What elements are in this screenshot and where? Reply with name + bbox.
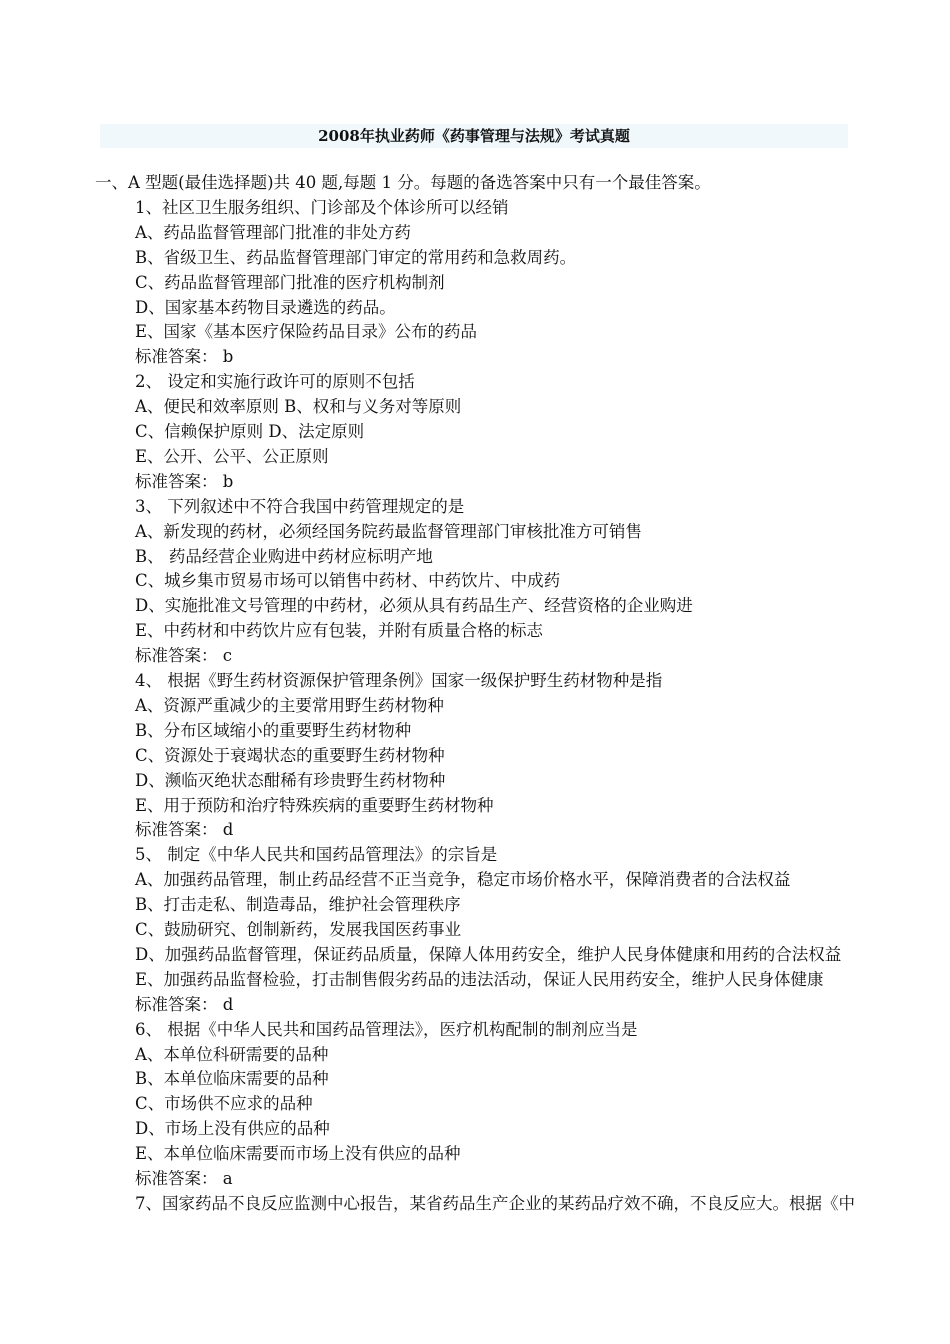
question-line: 5、 制定《中华人民共和国药品管理法》的宗旨是 — [135, 845, 498, 865]
section-heading: 一、A 型题(最佳选择题)共 40 题,每题 1 分。每题的备选答案中只有一个最佳答案。 — [95, 173, 711, 192]
question-line: B、省级卫生、药品监督管理部门审定的常用药和急救周药。 — [135, 247, 577, 267]
question-line: 1、社区卫生服务组织、门诊部及个体诊所可以经销 — [135, 197, 509, 217]
question-line: E、本单位临床需要而市场上没有供应的品种 — [135, 1144, 461, 1164]
answer-line: 标准答案： b — [135, 347, 234, 367]
question-line: C、市场供不应求的品种 — [135, 1094, 313, 1114]
question-line: E、国家《基本医疗保险药品目录》公布的药品 — [135, 322, 478, 342]
question-line: A、药品监督管理部门批准的非处方药 — [135, 222, 411, 242]
question-line: D、加强药品监督管理，保证药品质量，保障人体用药安全，维护人民身体健康和用药的合法权益 — [135, 944, 842, 964]
answer-line: 标准答案： c — [135, 646, 232, 666]
question-line: C、资源处于衰竭状态的重要野生药材物种 — [135, 745, 445, 765]
question-line: C、药品监督管理部门批准的医疗机构制剂 — [135, 272, 445, 292]
answer-line: 标准答案： b — [135, 471, 234, 491]
question-line: D、实施批准文号管理的中药材，必须从具有药品生产、经营资格的企业购进 — [135, 596, 693, 616]
question-line: D、市场上没有供应的品种 — [135, 1119, 330, 1139]
question-line: C、城乡集市贸易市场可以销售中药材、中药饮片、中成药 — [135, 571, 561, 591]
question-line: A、加强药品管理，制止药品经营不正当竞争，稳定市场价格水平，保障消费者的合法权益 — [135, 870, 791, 890]
question-line: E、中药材和中药饮片应有包装，并附有质量合格的标志 — [135, 621, 544, 641]
document-title: 2008年执业药师《药事管理与法规》考试真题 — [318, 127, 630, 145]
question-line: 2、 设定和实施行政许可的原则不包括 — [135, 372, 415, 392]
question-line: C、信赖保护原则 D、法定原则 — [135, 422, 365, 441]
question-line: A、资源严重减少的主要常用野生药材物种 — [135, 695, 444, 715]
question-line: B、打击走私、制造毒品，维护社会管理秩序 — [135, 895, 461, 915]
answer-line: 标准答案： a — [135, 1169, 233, 1188]
question-line: C、鼓励研究、创制新药，发展我国医药事业 — [135, 920, 462, 939]
question-line: 4、 根据《野生药材资源保护管理条例》国家一级保护野生药材物种是指 — [135, 671, 663, 690]
answer-line: 标准答案： d — [135, 820, 234, 840]
question-line: E、公开、公平、公正原则 — [135, 446, 329, 466]
question-line: A、本单位科研需要的品种 — [135, 1044, 329, 1064]
question-line: E、加强药品监督检验，打击制售假劣药品的违法活动，保证人民用药安全，维护人民身体健康 — [135, 969, 824, 989]
question-line: 7、国家药品不良反应监测中心报告，某省药品生产企业的某药品疗效不确，不良反应大。根据《中 — [135, 1193, 855, 1213]
question-line: A、新发现的药材，必须经国务院药最监督管理部门审核批准方可销售 — [135, 521, 642, 541]
question-line: A、便民和效率原则 B、权和与义务对等原则 — [135, 397, 462, 417]
question-line: B、本单位临床需要的品种 — [135, 1069, 329, 1089]
question-line: B、 药品经营企业购进中药材应标明产地 — [135, 546, 433, 566]
question-line: 6、 根据《中华人民共和国药品管理法》，医疗机构配制的制剂应当是 — [135, 1019, 638, 1039]
question-line: 3、 下列叙述中不符合我国中药管理规定的是 — [135, 496, 465, 516]
question-line: D、国家基本药物目录遴选的药品。 — [135, 297, 396, 317]
answer-line: 标准答案： d — [135, 994, 234, 1014]
question-line: E、用于预防和治疗特殊疾病的重要野生药材物种 — [135, 795, 494, 815]
question-line: B、分布区域缩小的重要野生药材物种 — [135, 720, 412, 740]
question-line: D、濒临灭绝状态酣稀有珍贵野生药材物种 — [135, 770, 446, 790]
